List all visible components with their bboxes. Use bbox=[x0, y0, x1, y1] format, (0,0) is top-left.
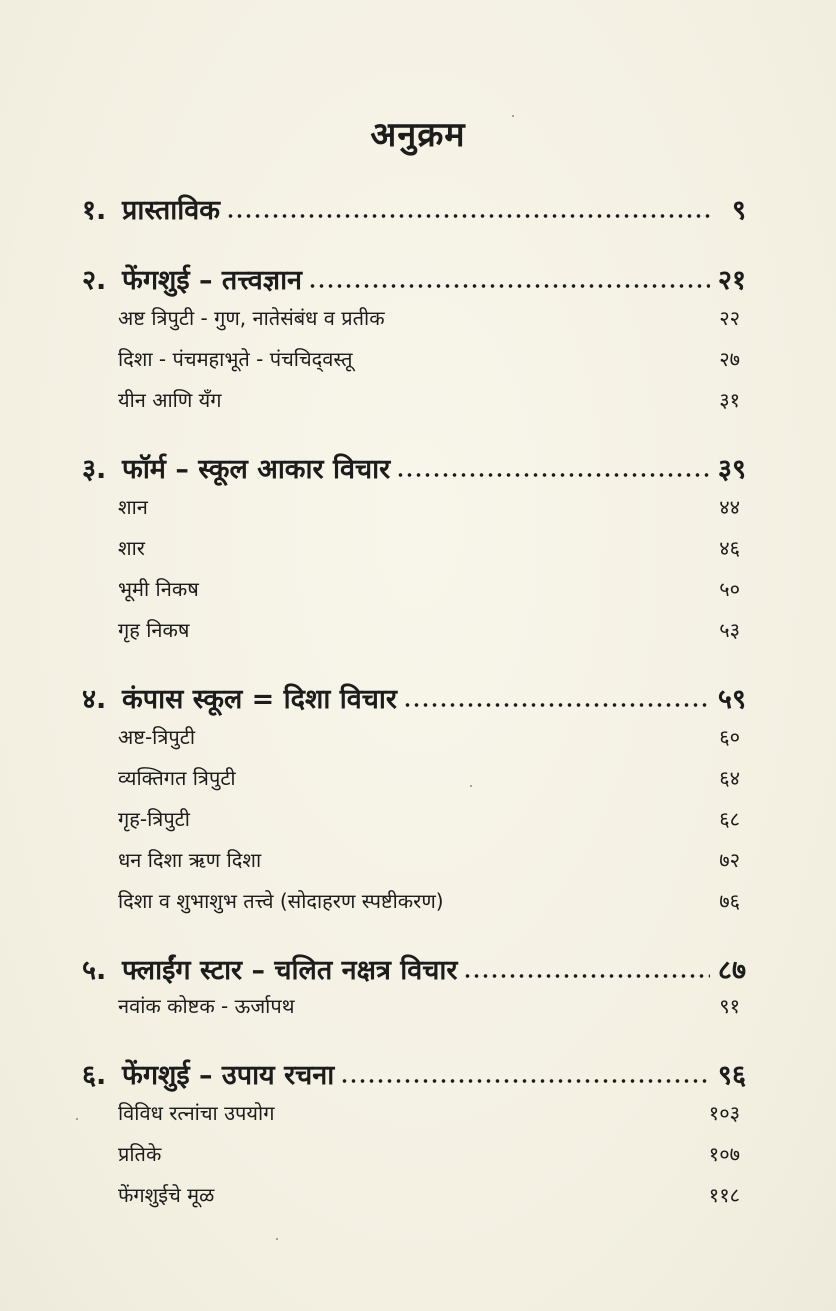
section-title: प्रतिके bbox=[118, 1142, 162, 1166]
chapter-group-5 bbox=[82, 950, 746, 1033]
chapter-entry[interactable] bbox=[82, 1055, 746, 1095]
section-title: अष्ट त्रिपुटी - गुण, नातेसंबंध व प्रतीक bbox=[118, 306, 385, 330]
chapter-number: ५. bbox=[82, 955, 107, 986]
dot-leader bbox=[396, 456, 710, 478]
section-title: व्यक्तिगत त्रिपुटी bbox=[118, 766, 236, 790]
section-list bbox=[118, 992, 746, 1033]
section-page-number: १०७ bbox=[708, 1142, 740, 1166]
paper-speck bbox=[276, 1238, 278, 1240]
section-page-number: ७२ bbox=[719, 848, 740, 872]
chapter-group-4 bbox=[82, 679, 746, 928]
chapter-title: फ्लाईंग स्टार – चलित नक्षत्र विचार bbox=[122, 955, 458, 986]
section-page-number: ७६ bbox=[719, 889, 740, 913]
section-entry[interactable] bbox=[118, 1181, 746, 1222]
page-title: अनुक्रम bbox=[370, 115, 466, 155]
section-page-number: ६० bbox=[719, 725, 740, 749]
section-title: विविध रत्नांचा उपयोग bbox=[118, 1101, 275, 1125]
section-list bbox=[118, 304, 746, 427]
section-list bbox=[118, 723, 746, 928]
section-list bbox=[118, 1099, 746, 1222]
section-title: दिशा व शुभाशुभ तत्त्वे (सोदाहरण स्पष्टीकरण) bbox=[118, 889, 444, 913]
chapter-entry[interactable] bbox=[82, 190, 746, 230]
section-page-number: ४४ bbox=[719, 495, 740, 519]
section-page-number: ५० bbox=[719, 577, 740, 601]
dot-leader bbox=[403, 686, 710, 708]
section-title: गृह-त्रिपुटी bbox=[118, 807, 190, 831]
chapter-page-number: ३९ bbox=[717, 454, 746, 485]
paper-speck bbox=[76, 1118, 78, 1120]
section-title: धन दिशा ऋण दिशा bbox=[118, 848, 262, 872]
chapter-page-number: ८७ bbox=[717, 955, 746, 986]
section-entry[interactable] bbox=[118, 386, 746, 427]
section-list bbox=[118, 493, 746, 657]
section-entry[interactable] bbox=[118, 723, 746, 764]
section-page-number: १०३ bbox=[708, 1101, 740, 1125]
section-title: भूमी निकष bbox=[118, 577, 199, 601]
chapter-entry[interactable] bbox=[82, 950, 746, 990]
chapter-page-number: ९ bbox=[731, 195, 746, 226]
chapter-title: फेंगशुई – उपाय रचना bbox=[122, 1060, 335, 1091]
section-entry[interactable] bbox=[118, 493, 746, 534]
chapter-title: कंपास स्कूल = दिशा विचार bbox=[122, 684, 397, 715]
paper-speck bbox=[512, 115, 514, 117]
chapter-number: ६. bbox=[82, 1060, 107, 1091]
section-title: यीन आणि यँग bbox=[118, 388, 222, 412]
dot-leader bbox=[340, 1062, 710, 1084]
section-title: शार bbox=[118, 536, 145, 560]
section-entry[interactable] bbox=[118, 1140, 746, 1181]
chapter-title: फेंगशुई – तत्त्वज्ञान bbox=[122, 265, 303, 296]
section-entry[interactable] bbox=[118, 805, 746, 846]
chapter-entry[interactable] bbox=[82, 449, 746, 489]
section-page-number: ६८ bbox=[719, 807, 740, 831]
section-entry[interactable] bbox=[118, 887, 746, 928]
section-title: अष्ट-त्रिपुटी bbox=[118, 725, 196, 749]
section-page-number: ११८ bbox=[708, 1183, 740, 1207]
chapter-number: ३. bbox=[82, 454, 107, 485]
section-title: गृह निकष bbox=[118, 618, 190, 642]
section-entry[interactable] bbox=[118, 575, 746, 616]
chapter-entry[interactable] bbox=[82, 679, 746, 719]
section-entry[interactable] bbox=[118, 992, 746, 1033]
section-entry[interactable] bbox=[118, 846, 746, 887]
section-entry[interactable] bbox=[118, 1099, 746, 1140]
section-title: दिशा - पंचमहाभूते - पंचचिद्‌वस्तू bbox=[118, 347, 353, 371]
paper-speck bbox=[470, 785, 472, 787]
chapter-title: फॉर्म – स्कूल आकार विचार bbox=[122, 454, 391, 485]
section-title: नवांक कोष्टक - ऊर्जापथ bbox=[118, 994, 295, 1018]
section-page-number: ६४ bbox=[719, 766, 740, 790]
chapter-group-6 bbox=[82, 1055, 746, 1222]
dot-leader bbox=[463, 957, 710, 979]
dot-leader bbox=[308, 267, 710, 289]
chapter-page-number: ९६ bbox=[717, 1060, 746, 1091]
dot-leader bbox=[226, 197, 710, 219]
chapter-group-2 bbox=[82, 260, 746, 427]
section-entry[interactable] bbox=[118, 534, 746, 575]
section-title: फेंगशुईचे मूळ bbox=[118, 1183, 215, 1207]
section-title: शान bbox=[118, 495, 148, 519]
section-entry[interactable] bbox=[118, 764, 746, 805]
section-page-number: ४६ bbox=[719, 536, 740, 560]
section-page-number: २२ bbox=[719, 306, 740, 330]
chapter-group-1 bbox=[82, 190, 746, 230]
section-page-number: २७ bbox=[719, 347, 740, 371]
chapter-page-number: २१ bbox=[717, 265, 746, 296]
section-entry[interactable] bbox=[118, 345, 746, 386]
chapter-number: २. bbox=[82, 265, 107, 296]
chapter-group-3 bbox=[82, 449, 746, 657]
section-page-number: ३१ bbox=[719, 388, 740, 412]
section-page-number: ९१ bbox=[719, 994, 740, 1018]
chapter-number: ४. bbox=[82, 684, 107, 715]
section-entry[interactable] bbox=[118, 616, 746, 657]
chapter-entry[interactable] bbox=[82, 260, 746, 300]
table-of-contents bbox=[82, 190, 746, 1244]
section-entry[interactable] bbox=[118, 304, 746, 345]
section-page-number: ५३ bbox=[719, 618, 740, 642]
chapter-page-number: ५९ bbox=[717, 684, 746, 715]
chapter-title: प्रास्ताविक bbox=[122, 195, 220, 226]
chapter-number: १. bbox=[82, 195, 107, 226]
